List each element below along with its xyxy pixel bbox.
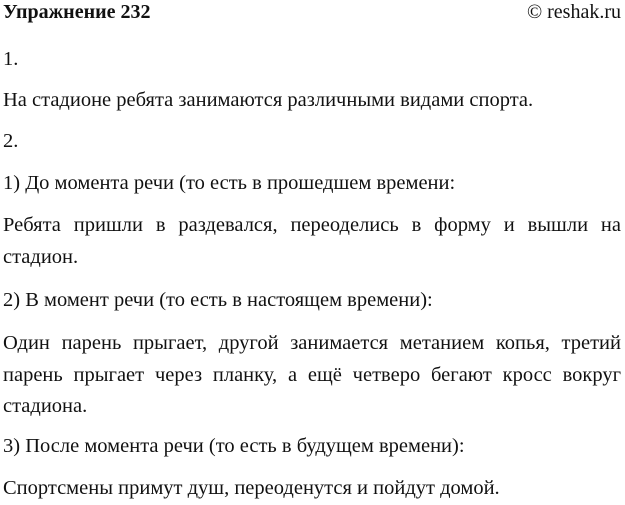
section-number-1: 1. (3, 48, 19, 70)
copyright-link[interactable]: © reshak.ru (526, 1, 621, 23)
section-number-2: 2. (3, 130, 19, 152)
item-3-heading: 3) После момента речи (то есть в будущем времени): (3, 435, 465, 457)
sentence-1: На стадионе ребята занимаются различными видами спорта. (3, 89, 534, 111)
item-2-heading: 2) В момент речи (то есть в настоящем времени): (3, 289, 433, 311)
item-1-heading: 1) До момента речи (то есть в прошедшем времени: (3, 172, 456, 194)
item-1-text: Ребята пришли в раздевался, переоделись в форму и вышли на стадион. (3, 214, 621, 268)
item-3-text: Спортсмены примут душ, переоденутся и пойдут домой. (3, 477, 500, 499)
item-2-text: Один парень прыгает, другой занимается метанием копья, третий парень прыгает через планку, а ещё четверо бегают кросс вокруг стадиона. (3, 332, 621, 417)
exercise-title: Упражнение 232 (3, 1, 151, 23)
